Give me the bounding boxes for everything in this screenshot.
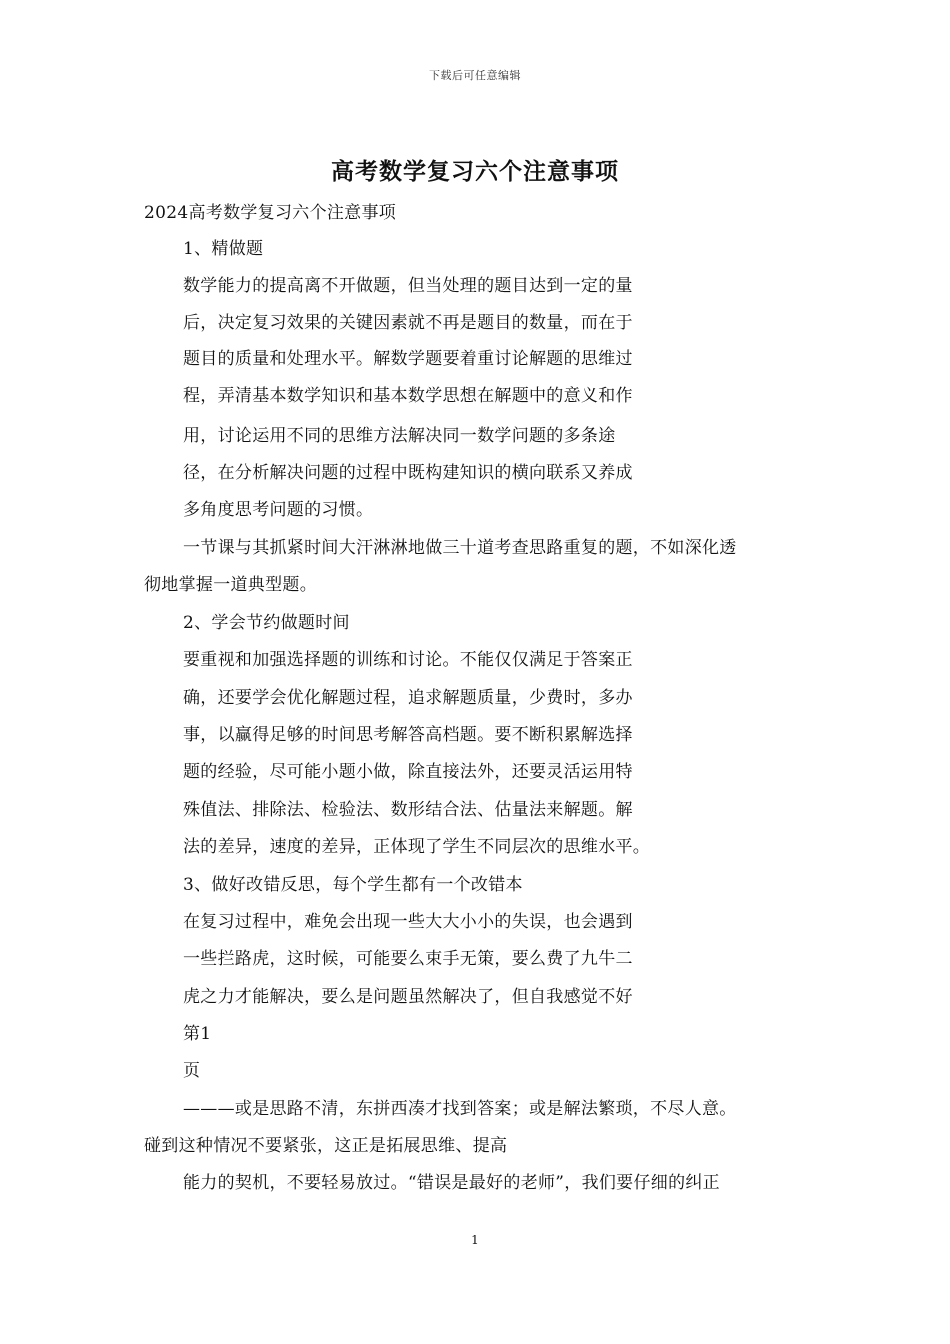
paragraph-line: 用，讨论运用不同的思维方法解决同一数学问题的多条途 bbox=[183, 426, 616, 446]
paragraph-line: 题目的质量和处理水平。解数学题要着重讨论解题的思维过 bbox=[183, 349, 633, 369]
inline-page-label: 页 bbox=[183, 1061, 201, 1081]
paragraph-line: 法的差异，速度的差异，正体现了学生不同层次的思维水平。 bbox=[183, 837, 651, 857]
paragraph-line: 殊值法、排除法、检验法、数形结合法、估量法来解题。解 bbox=[183, 800, 633, 820]
paragraph-line: 程，弄清基本数学知识和基本数学思想在解题中的意义和作 bbox=[183, 386, 633, 406]
paragraph-line: 要重视和加强选择题的训练和讨论。不能仅仅满足于答案正 bbox=[183, 650, 633, 670]
paragraph-line: 事，以赢得足够的时间思考解答高档题。要不断积累解选择 bbox=[183, 725, 633, 745]
paragraph-line: 数学能力的提高离不开做题，但当处理的题目达到一定的量 bbox=[183, 276, 633, 296]
paragraph-line: 径，在分析解决问题的过程中既构建知识的横向联系又养成 bbox=[183, 463, 633, 483]
header-note: 下载后可任意编辑 bbox=[429, 69, 521, 82]
section-heading-2: 2、学会节约做题时间 bbox=[183, 613, 350, 633]
document-title: 高考数学复习六个注意事项 bbox=[331, 158, 619, 185]
paragraph-line: 虎之力才能解决，要么是问题虽然解决了，但自我感觉不好 bbox=[183, 987, 633, 1007]
paragraph-line: 题的经验，尽可能小题小做，除直接法外，还要灵活运用特 bbox=[183, 762, 633, 782]
section-heading-3: 3、做好改错反思，每个学生都有一个改错本 bbox=[183, 875, 523, 895]
section-heading-1: 1、精做题 bbox=[183, 239, 264, 259]
inline-page-label: 第1 bbox=[183, 1024, 212, 1044]
paragraph-line: 多角度思考问题的习惯。 bbox=[183, 500, 374, 520]
paragraph-line: 在复习过程中，难免会出现一些大大小小的失误，也会遇到 bbox=[183, 912, 633, 932]
paragraph-line: 确，还要学会优化解题过程，追求解题质量，少费时，多办 bbox=[183, 688, 633, 708]
subtitle-line: 2024高考数学复习六个注意事项 bbox=[144, 203, 397, 223]
paragraph-line: 彻地掌握一道典型题。 bbox=[144, 575, 317, 595]
paragraph-line: ———或是思路不清，东拼西凑才找到答案；或是解法繁琐，不尽人意。 bbox=[183, 1099, 737, 1119]
paragraph-line: 碰到这种情况不要紧张，这正是拓展思维、提高 bbox=[144, 1136, 508, 1156]
paragraph-line: 能力的契机，不要轻易放过。“错误是最好的老师”，我们要仔细的纠正 bbox=[183, 1173, 720, 1193]
paragraph-line: 一节课与其抓紧时间大汗淋淋地做三十道考查思路重复的题，不如深化透 bbox=[183, 538, 737, 558]
paragraph-line: 后，决定复习效果的关键因素就不再是题目的数量，而在于 bbox=[183, 313, 633, 333]
paragraph-line: 一些拦路虎，这时候，可能要么束手无策，要么费了九牛二 bbox=[183, 949, 633, 969]
page-number: 1 bbox=[471, 1233, 479, 1247]
